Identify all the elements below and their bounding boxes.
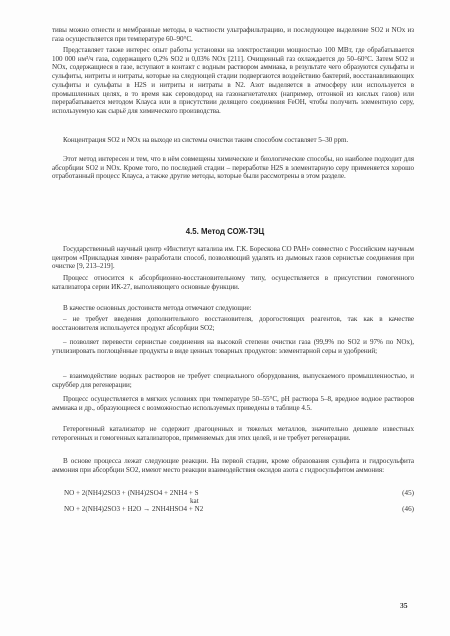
paragraph-catalyst: Гетерогенный катализатор не содержит драгоценных и тяжелых металлов, значительно дешевле известных гетерогенных и гомогенных катализаторов, применяемых для этих целей, и не требует регенерации. bbox=[52, 425, 414, 442]
equation-45 bbox=[64, 489, 414, 498]
paragraph-advantage-2: – позволяет перевести сернистые соединения на высокой степени очистки газа (99,9% по SO2 и 97% по NOx), утилизировать поглощённые продукты в виде ценных товарных продуктов: элементарной серы и удобрений; bbox=[52, 338, 414, 355]
equation-number: (46) bbox=[402, 505, 414, 513]
paragraph-advantages-intro: В качестве основных достоинств метода отмечают следующие: bbox=[63, 304, 252, 312]
equation-text: NO + 2(NH4)2SO3 + (NH4)2SO4 + 2NH4 + S bbox=[64, 489, 199, 497]
paragraph-reactions-intro: В основе процесса лежат следующие реакции. На первой стадии, кроме образования сульфита и гидросульфита аммония при абсорбции SO2, имеют место реакции взаимодействия оксидов азота с гидросульфитом аммония: bbox=[52, 457, 414, 474]
paragraph-intro: тивы можно отнести и мембранные методы, в частности ультрафильтрацию, и последующее выделение SO2 и NOx из газа осуществляется при температуре 60–90°С. bbox=[52, 26, 414, 43]
paragraph-plant-description: Представляет также интерес опыт работы установки на электростанции мощностью 100 МВт, где обрабатывается 100 000 нм³/ч газа, содержащего 0,2% SO2 и 0,03% NOx [211]. Очищенный газ охлаждается до 50–60°С. Затем SO2 и NOx, содержащиеся в газе, вступают в контакт с водным раствором аммиака, в результате чего образуются сульфаты и сульфиты, нитриты и нитраты, которые на следующей стадии подвергаются воздействию бактерий, восстанавливающих сульфиты и сульфаты в H2S и нитриты и нитраты в N2. Азот выделяется в атмосферу или используется в промышленных целях, в то время как сероводород на газонагнетателях (например, отгонкой из кислых газов) или перерабатывается методом Клауса или в присутствии делящего соединения FeOH, чтобы получить элементную серу, используемую как сырьё для химического производства. bbox=[52, 46, 414, 115]
paragraph-method-interest: Этот метод интересен и тем, что в нём совмещены химические и биологические способы, но наиболее подходит для абсорбции SO2 и NOx. Кроме того, по последней стадии – переработке H2S в элементарную серу применяется хорошо отработанный процесс Клауса, а также другие методы, которые были рассмотрены в этом разделе. bbox=[52, 155, 414, 181]
paragraph-advantage-3: – взаимодействие водных растворов не требует специального оборудования, выпускаемого промышленностью, и скруббер для регенерации; bbox=[52, 372, 414, 389]
equation-46 bbox=[64, 505, 414, 514]
paragraph-state-center: Государственный научный центр «Институт катализа им. Г.К. Борескова СО РАН» совместно с Российским научным центром «Прикладная химия» разработали способ, позволяющий удалять из дымовых газов сернистые соединения при очистке [9, 213–219]. bbox=[52, 245, 414, 271]
equation-number: (45) bbox=[402, 489, 414, 497]
equation-text: NO + 2(NH4)2SO3 + H2O → 2NH4HSO4 + N2 bbox=[64, 505, 204, 513]
paragraph-process-type: Процесс относится к абсорбционно-восстановительному типу, осуществляется в присутствии гомогенного катализатора серии ИК-27, выполняющего основные функции. bbox=[52, 274, 414, 291]
paragraph-advantage-1: – не требует введения дополнительного восстановителя, дорогостоящих реагентов, так как в качестве восстановителя используется продукт абсорбции SO2; bbox=[52, 315, 414, 332]
section-heading: 4.5. Метод СОЖ-ТЭЦ bbox=[185, 227, 265, 236]
equation-catalyst-label: kat bbox=[190, 497, 199, 505]
paragraph-concentration: Концентрация SO2 и NOx на выходе из системы очистки таким способом составляет 5–30 ppm. bbox=[63, 136, 349, 144]
paragraph-conditions: Процесс осуществляется в мягких условиях при температуре 50–55°С, pH раствора 5–8, вредное водное растворов аммиака и др., образующиеся с возможностью используемых приведены в таблице 4.5. bbox=[52, 395, 414, 412]
page-number: 35 bbox=[400, 601, 408, 610]
